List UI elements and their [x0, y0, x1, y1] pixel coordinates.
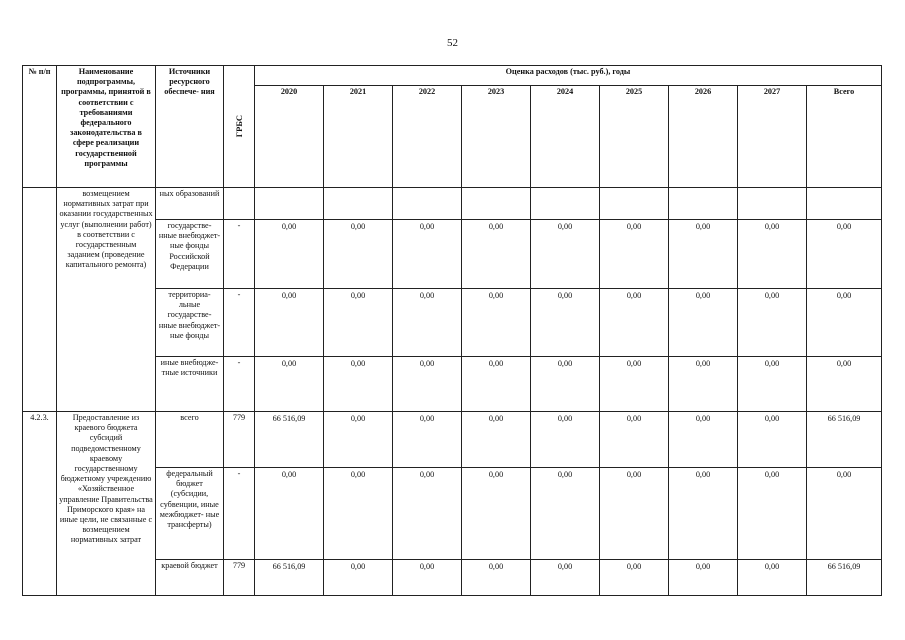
header-year: 2023: [462, 86, 531, 188]
program-name: Предоставление из краевого бюджета субсидий подведомственному краевому государственному бюджетному учреждению «Хозяйственное управление Правительства Приморского края» на иные цели, не связанные с возмещением нормативных затрат: [57, 412, 156, 596]
expense-value: 0,00: [324, 468, 393, 560]
expense-value: 0,00: [600, 289, 669, 357]
expense-value: [669, 188, 738, 220]
page-number: 52: [447, 37, 458, 49]
expense-value: 0,00: [669, 560, 738, 596]
header-year: 2024: [531, 86, 600, 188]
header-estimate: Оценка расходов (тыс. руб.), годы: [255, 66, 882, 86]
header-num: № п/п: [23, 66, 57, 188]
expense-value: 66 516,09: [255, 560, 324, 596]
expense-value: 0,00: [324, 357, 393, 412]
expense-value: 0,00: [462, 357, 531, 412]
expense-value: 0,00: [324, 220, 393, 289]
expense-value: 0,00: [669, 220, 738, 289]
expense-value: 0,00: [807, 357, 882, 412]
expense-value: 0,00: [255, 220, 324, 289]
expense-value: 0,00: [324, 412, 393, 468]
expense-value: [393, 188, 462, 220]
table-row: [23, 412, 882, 468]
funding-source: иные внебюдже- тные источники: [156, 357, 224, 412]
grbs-code: 779: [224, 412, 255, 468]
expense-value: 0,00: [738, 468, 807, 560]
expense-value: 0,00: [531, 289, 600, 357]
expense-value: 0,00: [807, 468, 882, 560]
expense-value: 0,00: [393, 220, 462, 289]
row-number: 4.2.3.: [23, 412, 57, 596]
grbs-code: -: [224, 289, 255, 357]
expense-value: 0,00: [462, 468, 531, 560]
expense-value: 0,00: [324, 560, 393, 596]
funding-source: краевой бюджет: [156, 560, 224, 596]
expense-value: [807, 188, 882, 220]
expense-value: 0,00: [255, 357, 324, 412]
expense-value: 0,00: [807, 289, 882, 357]
header-source: Источники ресурсного обеспече- ния: [156, 66, 224, 188]
funding-source: всего: [156, 412, 224, 468]
table-row: [23, 188, 882, 220]
header-year: 2027: [738, 86, 807, 188]
expense-value: 0,00: [807, 220, 882, 289]
header-year: 2025: [600, 86, 669, 188]
expense-value: 0,00: [255, 468, 324, 560]
expense-value: 0,00: [600, 220, 669, 289]
expense-value: 0,00: [462, 560, 531, 596]
grbs-code: 779: [224, 560, 255, 596]
grbs-code: -: [224, 468, 255, 560]
expense-value: 0,00: [669, 289, 738, 357]
expense-value: 0,00: [462, 412, 531, 468]
expense-value: 0,00: [600, 468, 669, 560]
budget-table: [22, 65, 882, 596]
expense-value: 0,00: [462, 220, 531, 289]
header-year: 2026: [669, 86, 738, 188]
expense-value: [531, 188, 600, 220]
program-name: возмещением нормативных затрат при оказании государственных услуг (выполнении работ) в соответствии с государственным заданием (проведение капитального ремонта): [57, 188, 156, 412]
expense-value: 0,00: [669, 412, 738, 468]
expense-value: [600, 188, 669, 220]
grbs-code: -: [224, 220, 255, 289]
header-grbs-label: ГРБС: [233, 114, 244, 138]
funding-source: территориа- льные государстве- нные внебюджет- ные фонды: [156, 289, 224, 357]
expense-value: 0,00: [738, 289, 807, 357]
funding-source: государстве- нные внебюджет- ные фонды Российской Федерации: [156, 220, 224, 289]
expense-value: 0,00: [738, 357, 807, 412]
expense-value: 0,00: [462, 289, 531, 357]
expense-value: 0,00: [393, 357, 462, 412]
grbs-code: [224, 188, 255, 220]
row-number: [23, 188, 57, 412]
expense-value: 0,00: [738, 412, 807, 468]
expense-value: 0,00: [738, 560, 807, 596]
grbs-code: -: [224, 357, 255, 412]
expense-value: 0,00: [531, 220, 600, 289]
expense-value: 66 516,09: [807, 412, 882, 468]
expense-value: 0,00: [324, 289, 393, 357]
expense-value: 66 516,09: [255, 412, 324, 468]
header-year: Всего: [807, 86, 882, 188]
expense-value: 0,00: [600, 560, 669, 596]
expense-value: 0,00: [600, 357, 669, 412]
header-grbs: [224, 66, 255, 188]
expense-value: 66 516,09: [807, 560, 882, 596]
funding-source: федеральный бюджет (субсидии, субвенции, иные межбюджет- ные трансферты): [156, 468, 224, 560]
expense-value: [738, 188, 807, 220]
funding-source: ных образований: [156, 188, 224, 220]
expense-value: 0,00: [255, 289, 324, 357]
header-year: 2020: [255, 86, 324, 188]
expense-value: 0,00: [600, 412, 669, 468]
expense-value: [462, 188, 531, 220]
expense-value: 0,00: [531, 468, 600, 560]
expense-value: 0,00: [531, 560, 600, 596]
header-name: Наименование подпрограммы, программы, принятой в соответствии с требованиями федерального законодательства в сфере реализации государственной программы: [57, 66, 156, 188]
expense-value: 0,00: [531, 412, 600, 468]
expense-value: 0,00: [669, 357, 738, 412]
header-year: 2022: [393, 86, 462, 188]
expense-value: 0,00: [393, 560, 462, 596]
expense-value: 0,00: [738, 220, 807, 289]
expense-value: 0,00: [393, 412, 462, 468]
header-year: 2021: [324, 86, 393, 188]
expense-value: [255, 188, 324, 220]
expense-value: 0,00: [531, 357, 600, 412]
expense-value: [324, 188, 393, 220]
expense-value: 0,00: [393, 289, 462, 357]
expense-value: 0,00: [669, 468, 738, 560]
expense-value: 0,00: [393, 468, 462, 560]
